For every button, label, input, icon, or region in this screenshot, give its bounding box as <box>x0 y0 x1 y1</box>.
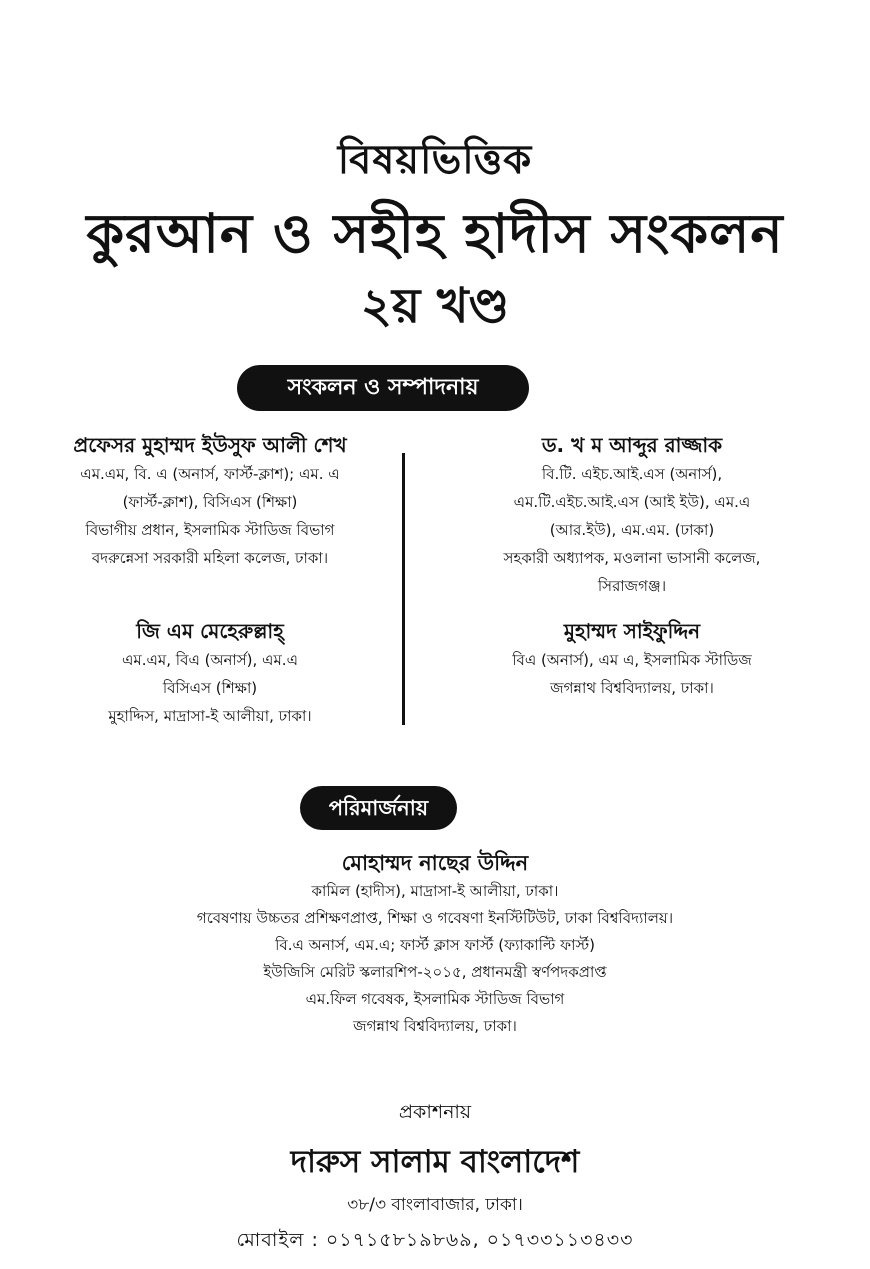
reviser-credential: বি.এ অনার্স, এম.এ; ফার্স্ট ক্লাস ফার্স্ট (ফ্যাকাল্টি ফার্স্ট) <box>275 936 595 954</box>
reviser-credential: এম.ফিল গবেষক, ইসলামিক স্টাডিজ বিভাগ <box>305 990 565 1008</box>
editor-block <box>412 430 852 600</box>
book-supertitle: বিষয়ভিত্তিক <box>337 137 533 183</box>
editor-credential: মুহাদ্দিস, মাদ্রাসা-ই আলীয়া, ঢাকা। <box>108 707 312 725</box>
editor-name: ড. খ ম আব্দুর রাজ্জাক <box>541 433 723 457</box>
reviser-credential: গবেষণায় উচ্চতর প্রশিক্ষণপ্রাপ্ত, শিক্ষা ও গবেষণা ইনস্টিটিউট, ঢাকা বিশ্ববিদ্যালয়। <box>196 909 674 927</box>
editor-name: জি এম মেহেরুল্লাহ্ <box>136 619 284 643</box>
publisher-name: দারুস সালাম বাংলাদেশ <box>290 1144 580 1180</box>
editor-credential: (আর.ইউ), এম.এম. (ঢাকা) <box>549 521 715 539</box>
reviser-credential: জগন্নাথ বিশ্ববিদ্যালয়, ঢাকা। <box>353 1017 517 1035</box>
editor-block <box>20 430 400 572</box>
publisher-mobile: মোবাইল : ০১৭১৫৮১৯৮৬৯, ০১৭৩৩১১৩৪৩৩ <box>236 1229 634 1251</box>
reviser-name: মোহাম্মদ নাছের উদ্দিন <box>341 851 529 875</box>
editor-credential: জগন্নাথ বিশ্ববিদ্যালয়, ঢাকা। <box>550 679 714 697</box>
editor-credential: এম.টি.এইচ.আই.এস (আই ইউ), এম.এ <box>513 493 751 511</box>
reviser-credential: ইউজিসি মেরিট স্কলারশিপ-২০১৫, প্রধানমন্ত্রী স্বর্ণপদকপ্রাপ্ত <box>263 963 607 981</box>
book-volume: ২য় খণ্ড <box>360 278 510 334</box>
reviser-credential: কামিল (হাদীস), মাদ্রাসা-ই আলীয়া, ঢাকা। <box>311 882 559 900</box>
editor-credential: (ফার্স্ট-ক্লাশ), বিসিএস (শিক্ষা) <box>122 493 298 511</box>
editor-credential: সিরাজগঞ্জ। <box>597 577 667 595</box>
editor-credential: বিএ (অনার্স), এম এ, ইসলামিক স্টাডিজ <box>512 651 752 669</box>
publisher-address: ৩৮/৩ বাংলাবাজার, ঢাকা। <box>347 1195 523 1215</box>
column-divider <box>402 453 405 725</box>
editor-credential: বিভাগীয় প্রধান, ইসলামিক স্টাডিজ বিভাগ <box>85 521 335 539</box>
editor-credential: সহকারী অধ্যাপক, মওলানা ভাসানী কলেজ, <box>503 549 761 567</box>
editor-credential: বি.টি. এইচ.আই.এস (অনার্স), <box>541 465 723 483</box>
editor-name: প্রফেসর মুহাম্মদ ইউসুফ আলী শেখ <box>73 433 347 457</box>
editor-credential: বিসিএস (শিক্ষা) <box>162 679 258 697</box>
editor-credential: বদরুন্নেসা সরকারী মহিলা কলেজ, ঢাকা। <box>91 549 329 567</box>
editing-section-label: সংকলন ও সম্পাদনায় <box>237 365 529 411</box>
publisher-intro: প্রকাশনায় <box>398 1101 472 1123</box>
revision-section-label: পরিমার্জনায় <box>300 786 457 830</box>
reviser-block <box>0 848 870 1040</box>
editor-name: মুহাম্মদ সাইফুদ্দিন <box>563 619 701 643</box>
editor-credential: এম.এম, বিএ (অনার্স), এম.এ <box>122 651 298 669</box>
editor-block <box>20 616 400 730</box>
editor-block <box>412 616 852 702</box>
editor-credential: এম.এম, বি. এ (অনার্স, ফার্স্ট-ক্লাশ); এম. এ <box>80 465 340 483</box>
book-title: কুরআন ও সহীহ হাদীস সংকলন <box>86 202 784 265</box>
